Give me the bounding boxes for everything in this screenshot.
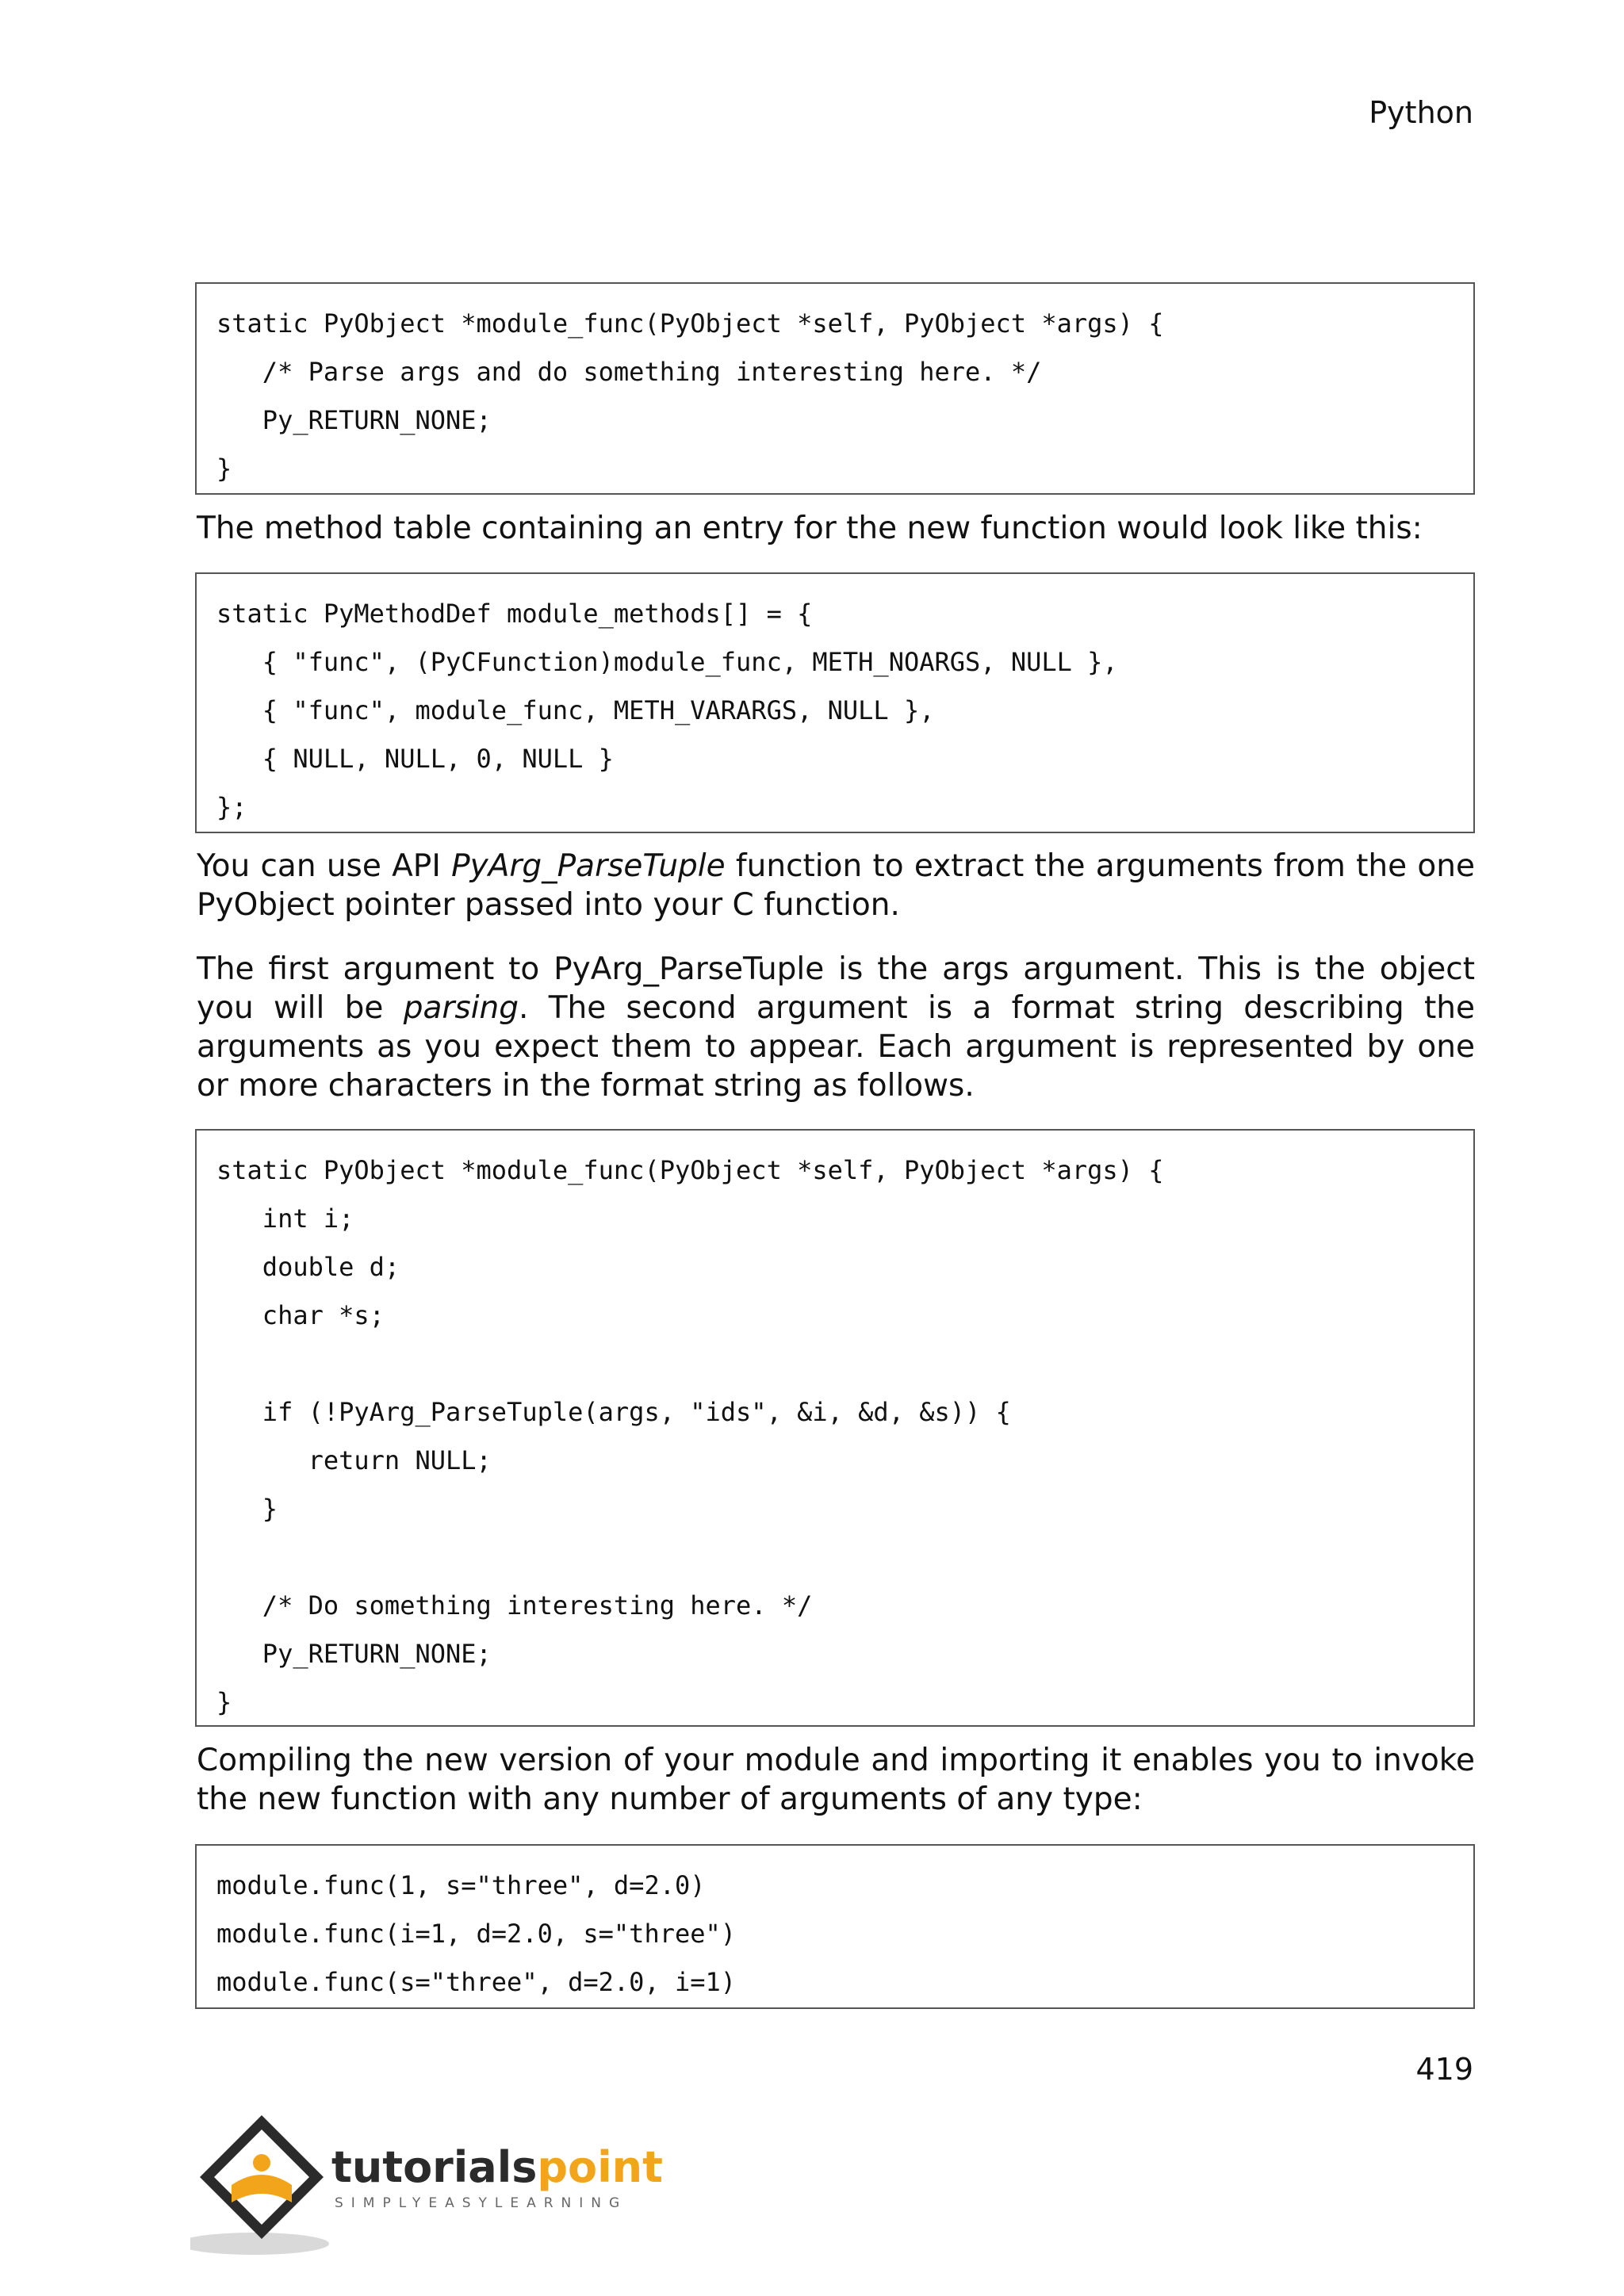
code-line: Py_RETURN_NONE; bbox=[216, 1639, 492, 1669]
code-line: { "func", module_func, METH_VARARGS, NULL }, bbox=[216, 695, 935, 725]
code-block-module-func bbox=[195, 282, 1475, 495]
code-block-method-table bbox=[195, 572, 1475, 833]
code-line: } bbox=[216, 1494, 278, 1524]
code-line: } bbox=[216, 1687, 232, 1717]
code-line: /* Parse args and do something interesting here. */ bbox=[216, 357, 1042, 387]
code-line: double d; bbox=[216, 1252, 400, 1282]
code-line: }; bbox=[216, 792, 247, 822]
code-line: static PyObject *module_func(PyObject *self, PyObject *args) { bbox=[216, 1155, 1164, 1185]
paragraph-compiling: Compiling the new version of your module and importing it enables you to invoke the new function with any number of arguments of any type: bbox=[197, 1743, 1475, 1817]
text-run: . The second argument is a format string describing the arguments as you expect them to appear. Each argument is represented by one or more characters in the format string as follows. bbox=[197, 990, 1475, 1104]
code-line: char *s; bbox=[216, 1300, 385, 1330]
code-line: } bbox=[216, 453, 232, 484]
paragraph-method-table-intro: The method table containing an entry for the new function would look like this: bbox=[197, 511, 1423, 546]
code-line: { "func", (PyCFunction)module_func, METH_NOARGS, NULL }, bbox=[216, 647, 1118, 677]
text-run: function to extract the arguments from the one PyObject pointer passed into your C function. bbox=[197, 848, 1475, 923]
tutorialspoint-logo bbox=[190, 2109, 698, 2267]
code-line: Py_RETURN_NONE; bbox=[216, 405, 492, 435]
logo-tagline: SIMPLYEASYLEARNING bbox=[335, 2195, 628, 2211]
code-line: { NULL, NULL, 0, NULL } bbox=[216, 744, 614, 774]
code-block-call-examples bbox=[195, 1844, 1475, 2009]
text-run: You can use API bbox=[197, 848, 452, 884]
code-line: int i; bbox=[216, 1203, 354, 1234]
code-line: if (!PyArg_ParseTuple(args, "ids", &i, &d, &s)) { bbox=[216, 1397, 1011, 1427]
code-line: module.func(1, s="three", d=2.0) bbox=[216, 1870, 706, 1900]
code-block-parsetuple-example bbox=[195, 1129, 1475, 1727]
code-line: return NULL; bbox=[216, 1445, 492, 1475]
code-line bbox=[216, 1533, 1473, 1582]
code-line: static PyMethodDef module_methods[] = { bbox=[216, 599, 813, 629]
italic-term: PyArg_ParseTuple bbox=[451, 848, 726, 884]
italic-term: parsing bbox=[403, 990, 519, 1026]
code-line bbox=[216, 1340, 1473, 1388]
code-line: static PyObject *module_func(PyObject *self, PyObject *args) { bbox=[216, 308, 1164, 339]
code-line: module.func(i=1, d=2.0, s="three") bbox=[216, 1919, 737, 1949]
running-header-title: Python bbox=[1369, 95, 1473, 130]
paragraph-parsetuple-api bbox=[197, 847, 1475, 924]
page-number: 419 bbox=[1415, 2052, 1473, 2087]
paragraph-first-argument bbox=[197, 950, 1475, 1105]
logo-head-icon bbox=[253, 2154, 270, 2172]
code-line: /* Do something interesting here. */ bbox=[216, 1590, 813, 1621]
logo-wordmark: tutorialspoint bbox=[331, 2142, 663, 2192]
text-run: The first argument to PyArg_ParseTuple is the args argument. This is the object you will be bbox=[197, 951, 1475, 1026]
code-line: module.func(s="three", d=2.0, i=1) bbox=[216, 1967, 737, 1997]
